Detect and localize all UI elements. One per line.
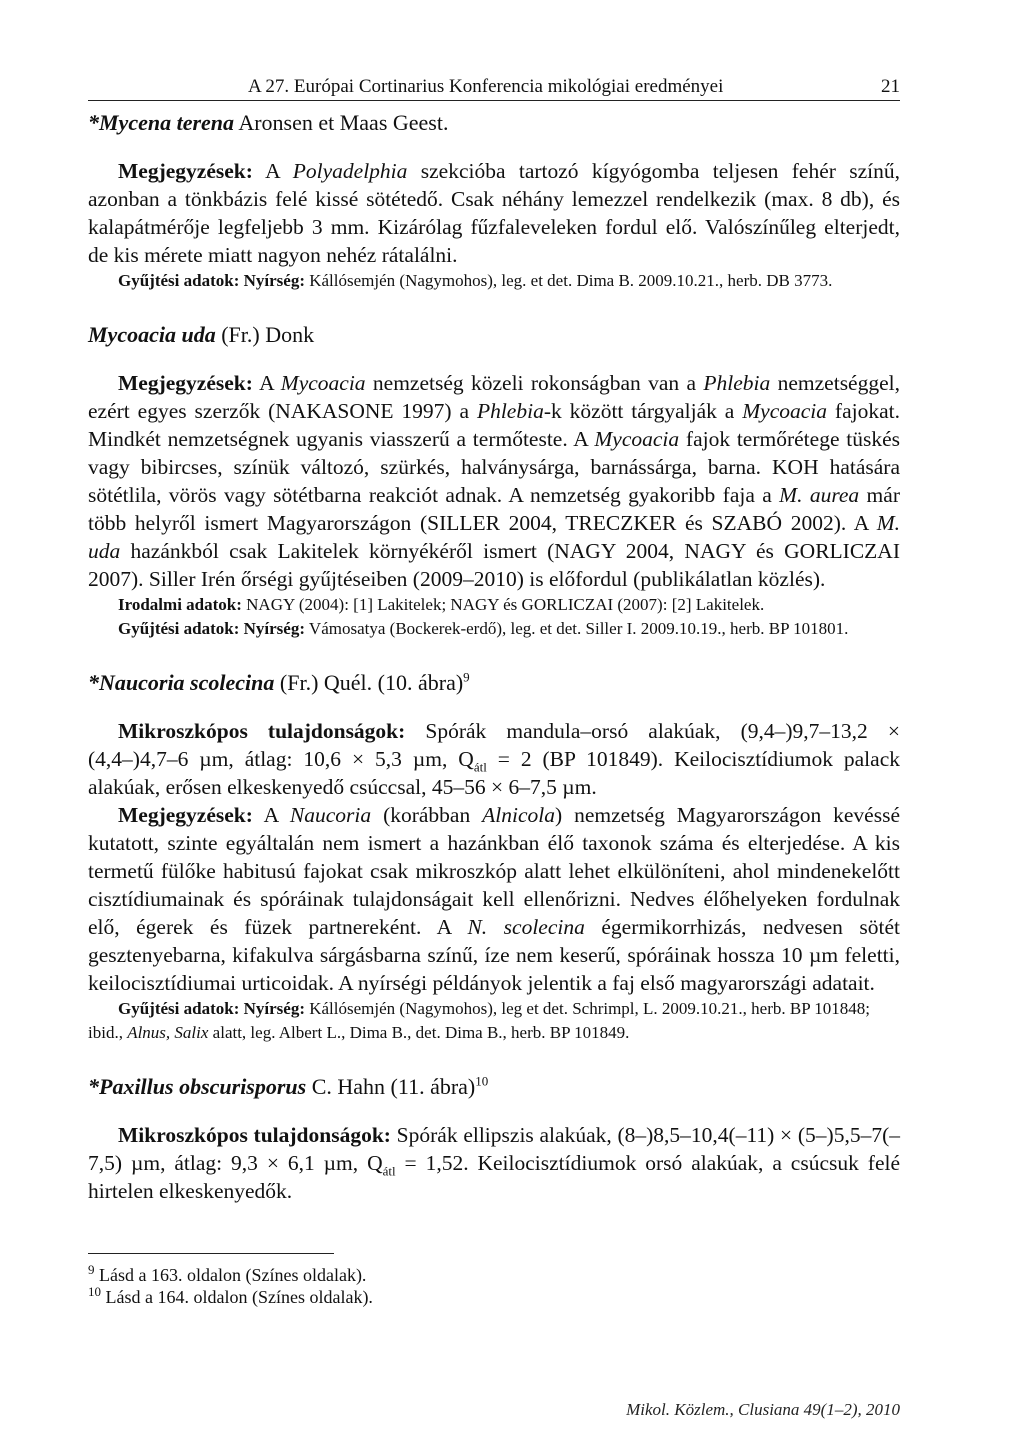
notes-paragraph: Megjegyzések: A Naucoria (korábban Alnicola) nemzetség Magyarországon kevéssé kutatott, szinte egyáltalán nem ismert a hazánkban élő taxonok száma és elterjedése. A kis termetű fülőke habitusú fajokat csak mikroszkóp alatt lehet elkülöníteni, ahol mindenekelőtt cisztídiumainak és spóráinak tulajdonságait kell ellenőrizni. Nedves élőhelyeken fordulnak elő, égerek és füzek partnereként. A N. scolecina égermikorrhizás, nedvesen sötét gesztenyebarna, kifakulva sárgásbarna színű, íze nem keserű, spóráinak hossza 10 µm feletti, keilocisztídiumai urticoidak. A nyírségi példányok jelentik a faj első magyarországi adatait.	[88, 803, 900, 995]
footnote-ref[interactable]: 10	[475, 1073, 489, 1089]
taxon-heading	[88, 669, 900, 697]
taxon-name: Mycoacia uda	[88, 322, 216, 347]
taxon-name: *Mycena terena	[88, 110, 235, 135]
collection-data: Gyűjtési adatok: Nyírség: Vámosatya (Bockerek-erdő), leg. et det. Siller I. 2009.10.19., herb. BP 101801.	[118, 619, 849, 638]
notes-paragraph: Megjegyzések: A Mycoacia nemzetség közeli rokonságban van a Phlebia nemzetséggel, ezért egyes szerzők (NAKASONE 1997) a Phlebia-k között tárgyalják a Mycoacia fajokat. Mindkét nemzetségnek ugyanis viasszerű a termőteste. A Mycoacia fajok termőrétege tüskés vagy bibircses, színük változó, szürkés, halványsárga, barnássárga, barna. KOH hatására sötétlila, vörös vagy sötétbarna reakciót adnak. A nemzetség gyakoribb faja a M. aurea már több helyről ismert Magyarországon (SILLER 2004, TRECZKER és SZABÓ 2002). A M. uda hazánkból csak Lakitelek környékéről ismert (NAGY 2004, NAGY és GORLICZAI 2007). Siller Irén őrségi gyűjtéseiben (2009–2010) is előfordul (publikálatlan közlés).	[88, 371, 900, 591]
taxon-author: (Fr.) Donk	[215, 322, 315, 347]
literature-data: Irodalmi adatok: NAGY (2004): [1] Lakitelek; NAGY és GORLICZAI (2007): [2] Lakitelek.	[118, 595, 765, 614]
notes-label: Megjegyzések:	[118, 371, 253, 395]
running-head-title: A 27. Európai Cortinarius Konferencia mikológiai eredményei	[248, 76, 724, 97]
taxon-author: (Fr.) Quél. (10. ábra)	[274, 670, 464, 695]
footnotes	[88, 1253, 900, 1308]
microscopy-label: Mikroszkópos tulajdonságok:	[118, 1123, 391, 1147]
entry-paxillus-obscurisporus	[88, 1073, 900, 1205]
collection-label: Gyűjtési adatok: Nyírség:	[118, 271, 305, 290]
microscopy-paragraph: Mikroszkópos tulajdonságok: Spórák mandula–orsó alakúak, (9,4–)9,7–13,2 × (4,4–)4,7–6 µm, átlag: 10,6 × 5,3 µm, $Q_{átl} = 2$ (BP 101849). Keilocisztídiumok palack alakúak, erősen elkeskenyedő csúccsal, 45–56 × 6–7,5 µm.	[88, 719, 901, 799]
entry-mycoacia-uda	[88, 321, 900, 641]
footnote-9: $^9$ Lásd a 163. oldalon (Színes oldalak).	[88, 1262, 367, 1285]
microscopy-paragraph: Mikroszkópos tulajdonságok: Spórák ellipszis alakúak, (8–)8,5–10,4(–11) × (5–)5,5–7(–7,5) µm, átlag: 9,3 × 6,1 µm, $Q_{átl} = 1,52$. Keilocisztídiumok orsó alakúak, a csúcsuk felé hirtelen elkeskenyedők.	[88, 1123, 901, 1203]
entry-mycena-terena	[88, 109, 900, 293]
literature-label: Irodalmi adatok:	[118, 595, 242, 614]
page-number: 21	[881, 76, 900, 97]
collection-data: Gyűjtési adatok: Nyírség: Kállósemjén (Nagymohos), leg et det. Schrimpl, L. 2009.10.21., herb. BP 101848; ibid., Alnus, Salix alatt, leg. Albert L., Dima B., det. Dima B., herb. BP 101849.	[88, 999, 871, 1042]
collection-data: Gyűjtési adatok: Nyírség: Kállósemjén (Nagymohos), leg. et det. Dima B. 2009.10.21., herb. DB 3773.	[118, 271, 833, 290]
footnote-divider	[88, 1253, 334, 1254]
taxon-author: C. Hahn (11. ábra)	[306, 1074, 476, 1099]
collection-label: Gyűjtési adatok: Nyírség:	[118, 619, 305, 638]
collection-label: Gyűjtési adatok: Nyírség:	[118, 999, 305, 1018]
notes-label: Megjegyzések:	[118, 159, 253, 183]
taxon-name: *Paxillus obscurisporus	[88, 1074, 307, 1099]
footnote-ref[interactable]: 9	[463, 669, 470, 685]
taxon-author: Aronsen et Maas Geest.	[234, 110, 449, 135]
running-head	[88, 64, 900, 101]
entry-naucoria-scolecina	[88, 669, 900, 1045]
taxon-heading	[88, 321, 900, 349]
footnote-10: $^{10}$ Lásd a 164. oldalon (Színes oldalak).	[88, 1284, 373, 1307]
page-body	[88, 64, 900, 1308]
taxon-name: *Naucoria scolecina	[88, 670, 275, 695]
taxon-heading	[88, 1073, 900, 1101]
journal-reference: Mikol. Közlem., Clusiana 49(1–2), 2010	[626, 1400, 900, 1419]
microscopy-label: Mikroszkópos tulajdonságok:	[118, 719, 406, 743]
taxon-heading	[88, 109, 900, 137]
notes-paragraph: Megjegyzések: A Polyadelphia szekcióba tartozó kígyógomba teljesen fehér színű, azonban a tönkbázis felé kissé sötétedő. Csak néhány lemezzel rendelkezik (max. 8 db), és kalapátmérője legfeljebb 3 mm. Kizárólag fűzfaleveleken fordul elő. Valószínűleg elterjedt, de kis mérete miatt nagyon nehéz rátalálni.	[88, 159, 901, 267]
notes-label: Megjegyzések:	[118, 803, 253, 827]
